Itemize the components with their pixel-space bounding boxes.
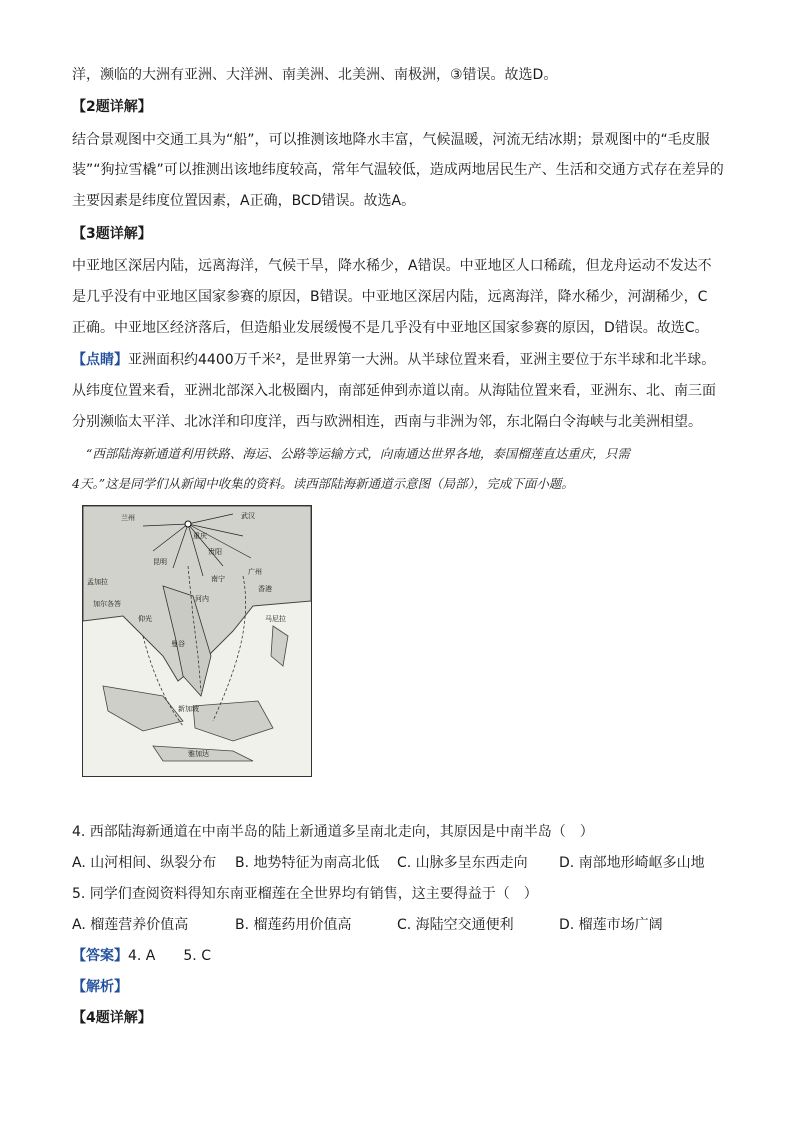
section-heading-q4: 【4题详解】 xyxy=(72,1010,152,1026)
answer-tag: 【答案】 xyxy=(72,948,128,964)
q5-option-d: D. 榴莲市场广阔 xyxy=(559,917,663,933)
q4-option-c: C. 山脉多呈东西走向 xyxy=(397,855,528,871)
section-heading-q2: 【2题详解】 xyxy=(72,99,152,115)
map-label: 武汉 xyxy=(241,512,255,520)
section-heading-q3: 【3题详解】 xyxy=(72,226,152,242)
q5-option-a: A. 榴莲营养价值高 xyxy=(72,917,189,933)
analysis-heading: 【解析】 xyxy=(72,979,128,995)
answer-line xyxy=(72,946,211,966)
text-line xyxy=(72,350,715,370)
map-label: 马尼拉 xyxy=(265,615,286,623)
map-label: 仰光 xyxy=(138,615,152,623)
q5-option-b: B. 榴莲药用价值高 xyxy=(235,917,352,933)
map-label: 重庆 xyxy=(193,532,207,540)
map-label: 雅加达 xyxy=(188,750,209,758)
text-line: 分别濒临太平洋、北冰洋和印度洋，西与欧洲相连，西南与非洲为邻，东北隔白令海峡与北美洲相望。 xyxy=(72,414,702,430)
map-label: 贵阳 xyxy=(208,548,222,556)
map-illustration xyxy=(83,506,311,776)
quote-line: 4天。”这是同学们从新闻中收集的资料。读西部陆海新通道示意图（局部），完成下面小题。 xyxy=(72,476,574,491)
question-4: 4. 西部陆海新通道在中南半岛的陆上新通道多呈南北走向，其原因是中南半岛（ ） xyxy=(72,824,594,840)
map-label: 河内 xyxy=(195,595,209,603)
map-label: 兰州 xyxy=(121,514,135,522)
text-line: 装”“狗拉雪橇”可以推测出该地纬度较高，常年气温较低，造成两地居民生产、生活和交通方式存在差异的 xyxy=(72,162,724,178)
text-line: 洋，濒临的大洲有亚洲、大洋洲、南美洲、北美洲、南极洲，③错误。故选D。 xyxy=(72,67,558,83)
text-line: 结合景观图中交通工具为“船”，可以推测该地降水丰富，气候温暖，河流无结冰期；景观图中的“毛皮服 xyxy=(72,132,710,148)
text-line: 主要因素是纬度位置因素，A正确，BCD错误。故选A。 xyxy=(72,193,416,209)
text-line: 中亚地区深居内陆，远离海洋，气候干旱，降水稀少，A错误。中亚地区人口稀疏，但龙舟运动不发达不 xyxy=(72,258,712,274)
map-label: 孟加拉 xyxy=(87,578,108,586)
q4-option-d: D. 南部地形崎岖多山地 xyxy=(559,855,705,871)
answer-text: 4. A 5. C xyxy=(128,948,211,964)
quote-line: “西部陆海新通道利用铁路、海运、公路等运输方式，向南通达世界各地，泰国榴莲直达重庆，只需 xyxy=(86,446,630,461)
q4-option-a: A. 山河相间、纵裂分布 xyxy=(72,855,217,871)
text-line: 是几乎没有中亚地区国家参赛的原因，B错误。中亚地区深居内陆，远离海洋，降水稀少，河湖稀少，C xyxy=(72,289,708,305)
hub-city-marker xyxy=(185,521,191,527)
tip-tag: 【点睛】 xyxy=(72,352,128,368)
map-label: 南宁 xyxy=(211,575,225,583)
western-land-sea-corridor-map xyxy=(82,505,312,777)
text-line: 正确。中亚地区经济落后，但造船业发展缓慢不是几乎没有中亚地区国家参赛的原因，D错误。故选C。 xyxy=(72,320,709,336)
map-label: 香港 xyxy=(258,585,272,593)
question-5: 5. 同学们查阅资料得知东南亚榴莲在全世界均有销售，这主要得益于（ ） xyxy=(72,886,538,902)
q4-option-b: B. 地势特征为南高北低 xyxy=(235,855,380,871)
map-label: 加尔各答 xyxy=(93,600,121,608)
map-label: 新加坡 xyxy=(178,705,199,713)
tip-text: 亚洲面积约4400万千米²，是世界第一大洲。从半球位置来看，亚洲主要位于东半球和北半球。 xyxy=(128,352,716,368)
q5-option-c: C. 海陆空交通便利 xyxy=(397,917,514,933)
map-label: 广州 xyxy=(248,568,262,576)
text-line: 从纬度位置来看，亚洲北部深入北极圈内，南部延伸到赤道以南。从海陆位置来看，亚洲东、北、南三面 xyxy=(72,383,716,399)
map-label: 昆明 xyxy=(153,558,167,566)
map-label: 曼谷 xyxy=(171,640,185,648)
